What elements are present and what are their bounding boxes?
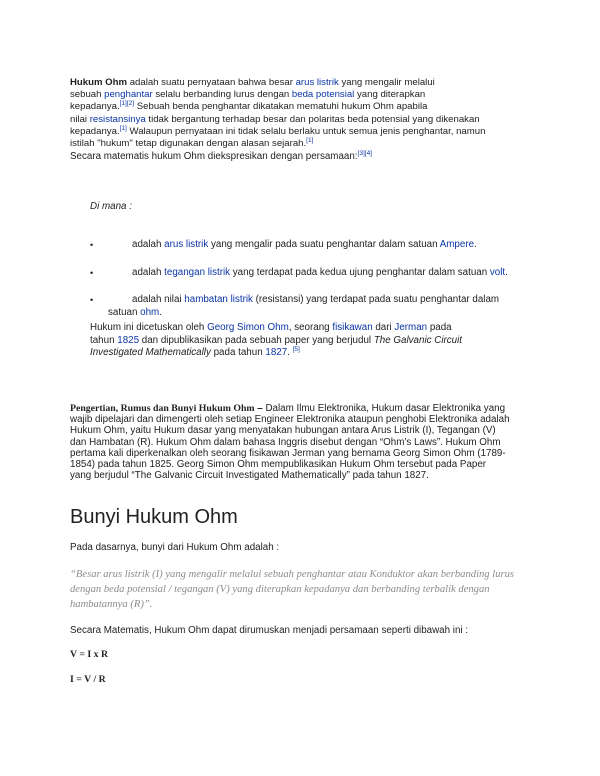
link-arus-listrik[interactable]: arus listrik bbox=[295, 77, 339, 88]
bullet-item-arus bbox=[90, 239, 530, 252]
bullet-dot: • bbox=[90, 268, 94, 278]
intro-line-2 bbox=[70, 89, 510, 101]
ohm-law-quote: “Besar arus listrik (I) yang mengalir melalui sebuah penghantar atau Konduktor akan berbanding lurus dengan beda potensial / tegangan (V) yang diterapkan kepadanya dan berbanding terbalik dengan hambatannya (R)”. bbox=[70, 569, 515, 610]
link-1825[interactable]: 1825 bbox=[117, 334, 140, 346]
intro-text: tidak bergantung terhadap besar dan polaritas beda potensial yang dikenakan bbox=[145, 113, 480, 125]
bullet-item-hambatan bbox=[90, 294, 530, 319]
bullet-text bbox=[90, 267, 530, 280]
bullet-pre: adalah bbox=[132, 239, 165, 250]
history-paragraph bbox=[90, 322, 510, 360]
intro-line-1 bbox=[70, 77, 510, 89]
formula-current: I = V / R bbox=[70, 674, 106, 685]
intro-line-6 bbox=[70, 138, 510, 150]
intro-text: kepadanya. bbox=[70, 125, 120, 137]
link-beda-potensial[interactable]: beda potensial bbox=[291, 89, 355, 101]
link-ampere[interactable]: Ampere bbox=[439, 239, 475, 250]
link-tegangan-listrik[interactable]: tegangan listrik bbox=[164, 267, 231, 278]
formula-voltage: V = I x R bbox=[70, 649, 109, 660]
link-jerman[interactable]: Jerman bbox=[394, 322, 428, 333]
article-title: Pengertian, Rumus dan Bunyi Hukum Ohm bbox=[70, 403, 255, 414]
link-georg-simon-ohm[interactable]: Georg Simon Ohm bbox=[207, 322, 289, 333]
article-body: Dalam Ilmu Elektronika, Hukum dasar Elektronika yang wajib dipelajari dan dimengerti oleh setiap Engineer Elektronika ataupun penghobi Elektronika adalah Hukum Ohm, yaitu Hukum dasar yang menyatakan hubungan antara Arus Listrik (I), Tegangan (V) dan Hambatan (R). Hukum Ohm dalam bahasa Inggris disebut dengan “Ohm’s Laws”. Hukum Ohm pertama kali diperkenalkan oleh seorang fisikawan Jerman yang bernama Georg Simon Ohm (1789-1854) pada tahun 1825. Georg Simon Ohm mempublikasikan Hukum Ohm tersebut pada Paper yang berjudul “The Galvanic Circuit Investigated Mathematically” pada tahun 1827. bbox=[70, 403, 510, 482]
term-hukum-ohm: Hukum Ohm bbox=[70, 77, 128, 88]
ref-1[interactable]: [1] bbox=[306, 137, 314, 145]
intro-text: selalu berbanding lurus dengan bbox=[152, 89, 292, 101]
bullet-pre: adalah bbox=[132, 267, 165, 278]
ref-5[interactable]: [5] bbox=[292, 346, 300, 353]
history-text: , seorang bbox=[288, 322, 333, 333]
intro-line-3 bbox=[70, 101, 510, 113]
bullet-pre: adalah nilai bbox=[132, 294, 185, 305]
bullet-end: . bbox=[159, 306, 162, 318]
history-text: tahun bbox=[90, 334, 118, 346]
intro-text: nilai bbox=[70, 113, 90, 125]
intro-text: yang mengalir melalui bbox=[338, 77, 435, 88]
link-arus-listrik[interactable]: arus listrik bbox=[164, 239, 209, 250]
math-lead: Secara Matematis, Hukum Ohm dapat dirumuskan menjadi persamaan seperti dibawah ini : bbox=[70, 625, 469, 636]
ref-3[interactable]: [3] bbox=[357, 150, 365, 157]
link-hambatan-listrik[interactable]: hambatan listrik bbox=[184, 294, 253, 305]
history-text: Hukum ini dicetuskan oleh bbox=[90, 322, 208, 333]
section-lead: Pada dasarnya, bunyi dari Hukum Ohm adalah : bbox=[70, 542, 280, 553]
link-1827[interactable]: 1827 bbox=[265, 347, 288, 358]
intro-text: Walaupun pernyataan ini tidak selalu berlaku untuk semua jenis penghantar, namun bbox=[126, 125, 486, 137]
link-fisikawan[interactable]: fisikawan bbox=[332, 322, 373, 333]
history-text: dari bbox=[372, 322, 395, 333]
bullet-mid: yang mengalir pada suatu penghantar dalam satuan bbox=[208, 239, 440, 250]
dimana-label: Di mana : bbox=[90, 201, 132, 212]
math-text: Secara matematis hukum Ohm diekspresikan dengan persamaan: bbox=[70, 151, 358, 162]
ref-1[interactable]: [1] bbox=[119, 124, 127, 132]
intro-text: sebuah bbox=[70, 89, 105, 101]
bullet-text-continued bbox=[90, 307, 530, 320]
history-text: pada tahun bbox=[210, 347, 266, 358]
math-paragraph bbox=[70, 151, 490, 163]
ref-4[interactable]: [4] bbox=[364, 150, 372, 157]
intro-paragraph bbox=[70, 77, 510, 150]
intro-line-5 bbox=[70, 126, 510, 138]
ref-1[interactable]: [1] bbox=[119, 100, 127, 108]
link-resistansinya[interactable]: resistansinya bbox=[89, 113, 146, 125]
intro-line-4 bbox=[70, 114, 510, 126]
bullet-dot: • bbox=[90, 240, 94, 250]
article-intro bbox=[70, 403, 510, 481]
link-volt[interactable]: volt bbox=[489, 267, 506, 278]
history-text: dan dipublikasikan pada sebuah paper yang berjudul bbox=[139, 334, 374, 346]
ref-2[interactable]: [2] bbox=[126, 100, 135, 108]
intro-text: yang diterapkan bbox=[354, 89, 426, 101]
history-text: . bbox=[287, 347, 293, 358]
history-text: pada bbox=[427, 322, 452, 333]
section-heading: Bunyi Hukum Ohm bbox=[70, 506, 238, 528]
bullet-dot: • bbox=[90, 295, 94, 305]
link-penghantar[interactable]: penghantar bbox=[104, 89, 153, 101]
bullet-text bbox=[90, 239, 530, 252]
bullet-text bbox=[90, 294, 530, 307]
intro-text: istilah "hukum" tetap digunakan dengan alasan sejarah. bbox=[70, 138, 307, 150]
bullet-end: . bbox=[505, 267, 508, 278]
bullet-mid: yang terdapat pada kedua ujung penghantar dalam satuan bbox=[230, 267, 490, 278]
link-ohm[interactable]: ohm bbox=[140, 306, 160, 318]
intro-text: kepadanya. bbox=[70, 101, 120, 113]
bullet-end: . bbox=[474, 239, 477, 250]
bullet-cont: satuan bbox=[108, 306, 141, 318]
bullet-item-tegangan bbox=[90, 267, 530, 280]
title-dash: – bbox=[254, 403, 266, 414]
intro-text: adalah suatu pernyataan bahwa besar bbox=[127, 77, 296, 88]
bullet-mid: (resistansi) yang terdapat pada suatu penghantar dalam bbox=[252, 294, 500, 305]
intro-text: Sebuah benda penghantar dikatakan mematuhi hukum Ohm apabila bbox=[134, 101, 428, 113]
paper-title: The Galvanic Circuit Investigated Mathematically bbox=[90, 334, 463, 358]
